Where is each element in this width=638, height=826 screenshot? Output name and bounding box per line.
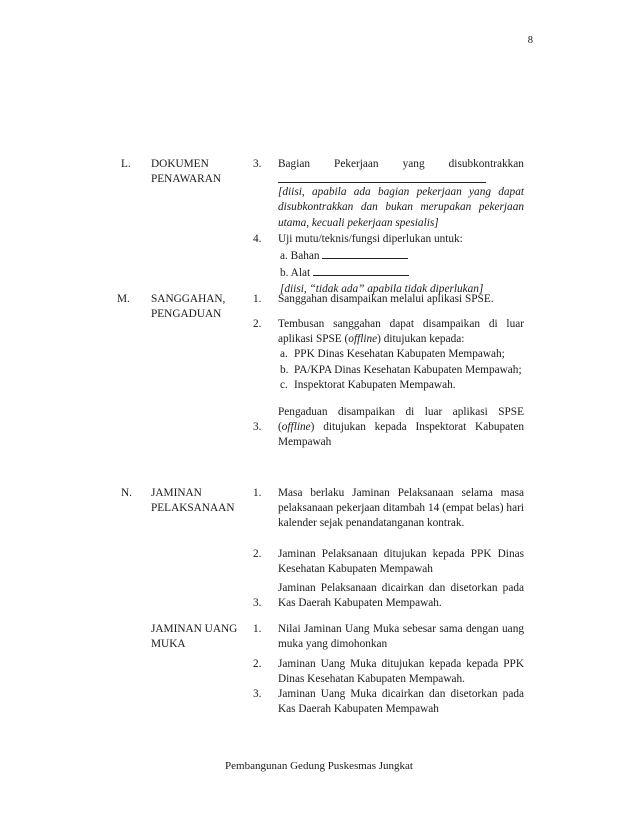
section-m-item1: Sanggahan disampaikan melalui aplikasi SPSE. bbox=[278, 293, 494, 305]
section-n-item2: Jaminan Pelaksanaan ditujukan kepada PPK Dinas Kesehatan Kabupaten Mempawah bbox=[278, 548, 524, 576]
section-um-item3: Jaminan Uang Muka dicairkan dan disetorkan pada Kas Daerah Kabupaten Mempawah bbox=[278, 688, 524, 716]
section-l-item4-text: Uji mutu/teknis/fungsi diperlukan untuk: bbox=[278, 233, 463, 245]
section-l-item3 bbox=[278, 157, 524, 231]
item4-a-label: a. Bahan bbox=[280, 250, 320, 263]
item3-text-pre: Pengaduan disampaikan di luar aplikasi SPSE ( bbox=[278, 406, 524, 434]
section-l-item4-b bbox=[278, 264, 524, 281]
item2-a-letter: a. bbox=[280, 348, 288, 361]
blank-line bbox=[313, 264, 409, 276]
section-m-title-line1: SANGGAHAN, bbox=[151, 293, 226, 305]
section-l-title-line2: PENAWARAN bbox=[151, 173, 222, 186]
section-um-item1-num: 1. bbox=[253, 623, 262, 635]
section-l-letter: L. bbox=[121, 158, 131, 170]
section-m-item2-c bbox=[278, 378, 524, 393]
section-um-item2-num: 2. bbox=[253, 658, 262, 670]
item3-word-4: disubkontrakkan bbox=[448, 158, 524, 170]
section-m-item2-b bbox=[278, 363, 524, 378]
section-l-item4-a bbox=[278, 247, 524, 264]
section-um-title-line2: MUKA bbox=[151, 638, 186, 651]
section-n-title-line1: JAMINAN bbox=[151, 487, 202, 499]
section-um-title-line1: JAMINAN UANG bbox=[151, 623, 238, 635]
item4-b-label: b. Alat bbox=[280, 267, 311, 280]
item2-text-post: ) ditujukan kepada: bbox=[377, 333, 465, 346]
section-m-item2-num: 2. bbox=[253, 318, 262, 330]
blank-line bbox=[322, 247, 408, 259]
item2-a-text: PPK Dinas Kesehatan Kabupaten Mempawah; bbox=[294, 348, 505, 361]
section-l-item3-heading bbox=[278, 157, 524, 172]
section-um-title bbox=[151, 622, 241, 652]
section-um-item1: Nilai Jaminan Uang Muka sebesar sama dengan uang muka yang dimohonkan bbox=[278, 623, 524, 651]
section-m-item2-text bbox=[278, 317, 524, 347]
section-l-title-line1: DOKUMEN bbox=[151, 158, 209, 170]
section-n-letter: N. bbox=[121, 487, 132, 499]
section-n-item3-num: 3. bbox=[253, 597, 262, 609]
section-n-title bbox=[151, 486, 241, 516]
item3-word-2: Pekerjaan bbox=[334, 158, 379, 170]
section-m-item2-a bbox=[278, 347, 524, 362]
section-um-item3-num: 3. bbox=[253, 688, 262, 700]
section-n-title-line2: PELAKSANAAN bbox=[151, 502, 235, 515]
item3-word-3: yang bbox=[402, 158, 425, 170]
page-footer: Pembangunan Gedung Puskesmas Jungkat bbox=[225, 760, 413, 772]
section-m-title-line2: PENGADUAN bbox=[151, 308, 222, 321]
page-number: 8 bbox=[527, 35, 533, 46]
item2-text-pre: Tembusan sanggahan dapat disampaikan di luar aplikasi SPSE ( bbox=[278, 318, 524, 346]
section-n-item2-num: 2. bbox=[253, 548, 262, 560]
section-m-letter: M. bbox=[117, 293, 130, 305]
item2-c-text: Inspektorat Kabupaten Mempawah. bbox=[294, 378, 456, 391]
section-m-title bbox=[151, 292, 241, 322]
section-m-item1-num: 1. bbox=[253, 293, 262, 305]
blank-line bbox=[278, 172, 486, 183]
section-m-item3 bbox=[278, 405, 524, 451]
section-n-item1: Masa berlaku Jaminan Pelaksanaan selama masa pelaksanaan pekerjaan ditambah 14 (empat belas) hari kalender sejak penandatanganan kontrak. bbox=[278, 487, 524, 530]
section-l-title bbox=[151, 157, 241, 187]
section-m-item3-num: 3. bbox=[253, 421, 262, 433]
section-m-item2 bbox=[278, 317, 524, 393]
section-l-item4-num: 4. bbox=[253, 233, 262, 245]
section-n-item1-num: 1. bbox=[253, 487, 262, 499]
item3-text-post: ) ditujukan kepada Inspektorat Kabupaten Mempawah bbox=[278, 421, 524, 449]
item2-c-letter: c. bbox=[280, 378, 288, 391]
section-l-item4-note: [diisi, “tidak ada” apabila tidak diperlukan] bbox=[280, 282, 484, 295]
item2-b-letter: b. bbox=[280, 363, 289, 376]
section-l-item3-note: [diisi, apabila ada bagian pekerjaan yang dapat disubkontrakkan dan bukan merupakan pekerjaan utama, kecuali pekerjaan spesialis] bbox=[278, 186, 524, 229]
item2-text-italic: offline bbox=[348, 333, 378, 346]
section-n-item3: Jaminan Pelaksanaan dicairkan dan disetorkan pada Kas Daerah Kabupaten Mempawah. bbox=[278, 582, 524, 610]
item3-word-1: Bagian bbox=[278, 158, 310, 170]
section-um-item2: Jaminan Uang Muka ditujukan kepada kepada PPK Dinas Kesehatan Kabupaten Mempawah. bbox=[278, 658, 524, 686]
section-l-item4 bbox=[278, 232, 524, 297]
section-l-item3-num: 3. bbox=[253, 158, 262, 170]
item3-text-italic: offline bbox=[281, 421, 311, 434]
item2-b-text: PA/KPA Dinas Kesehatan Kabupaten Mempawah; bbox=[294, 363, 522, 376]
